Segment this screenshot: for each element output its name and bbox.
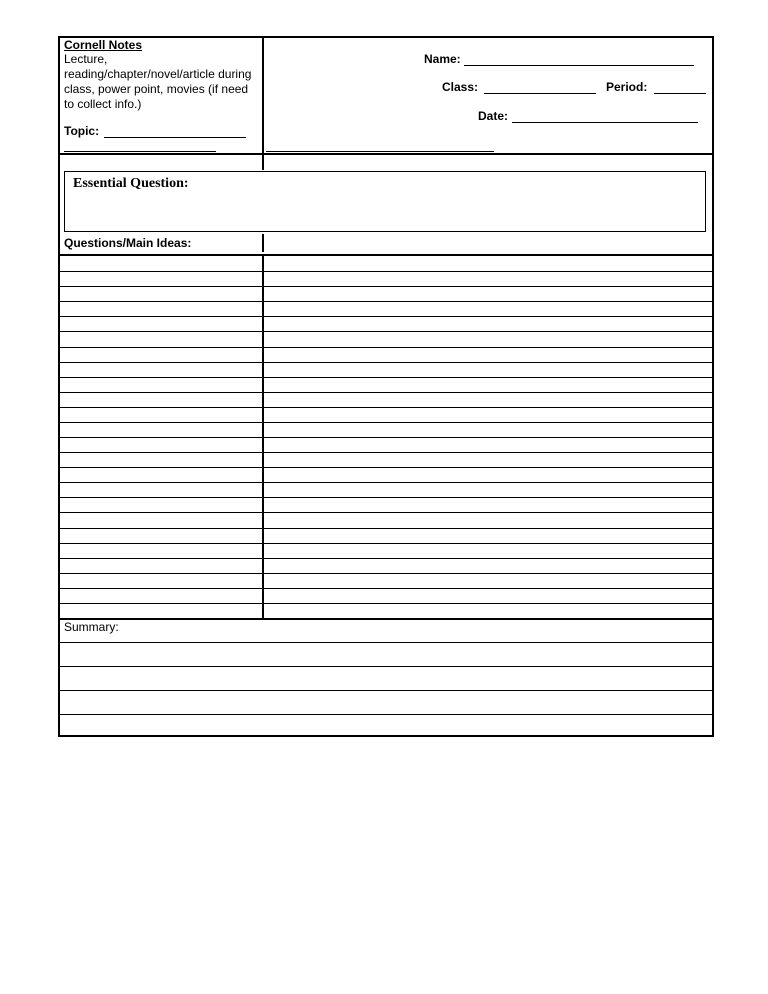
note-row-line: [60, 422, 712, 423]
summary-line: [60, 666, 712, 667]
note-row-line: [60, 573, 712, 574]
note-row-line: [60, 362, 712, 363]
questions-main-ideas-label: Questions/Main Ideas:: [64, 236, 192, 250]
date-label: Date:: [478, 109, 509, 123]
essential-question-box[interactable]: [64, 171, 706, 232]
note-row-line: [60, 512, 712, 513]
sheet-title: Cornell Notes: [64, 38, 143, 52]
summary-line: [60, 642, 712, 643]
topic-label: Topic:: [64, 124, 100, 138]
cornell-notes-sheet: [58, 36, 714, 737]
note-row-line: [60, 437, 712, 438]
note-row-line: [60, 497, 712, 498]
note-row-line: [60, 301, 712, 302]
topic-field[interactable]: [104, 137, 246, 138]
header-underline: [266, 151, 494, 152]
note-row-line: [60, 316, 712, 317]
note-row-line: [60, 452, 712, 453]
note-row-line: [60, 588, 712, 589]
name-label: Name:: [424, 52, 461, 66]
note-row-line: [60, 407, 712, 408]
note-row-line: [60, 377, 712, 378]
class-field[interactable]: [484, 93, 596, 94]
class-label: Class:: [442, 80, 479, 94]
note-row-line: [60, 286, 712, 287]
summary-line: [60, 714, 712, 715]
note-row-line: [60, 392, 712, 393]
note-row-line: [60, 482, 712, 483]
questions-column-header: [60, 234, 264, 252]
period-label: Period:: [606, 80, 648, 94]
name-field[interactable]: [464, 65, 694, 66]
essential-question-label: Essential Question:: [73, 176, 189, 191]
summary-label: Summary:: [64, 620, 119, 634]
note-row-line: [60, 528, 712, 529]
note-row-line: [60, 543, 712, 544]
period-field[interactable]: [654, 93, 706, 94]
date-field[interactable]: [512, 122, 698, 123]
header-left-panel: [60, 38, 264, 154]
note-row-line: [60, 331, 712, 332]
note-row-line: [60, 558, 712, 559]
summary-line: [60, 690, 712, 691]
note-row-line: [60, 271, 712, 272]
note-row-line: [60, 347, 712, 348]
sheet-description: Lecture, reading/chapter/novel/article during class, power point, movies (if need to collect info.): [64, 52, 252, 111]
notes-area[interactable]: [60, 256, 712, 618]
note-row-line: [60, 467, 712, 468]
gap-left-cell: [60, 155, 264, 170]
summary-area[interactable]: [60, 620, 712, 737]
topic-field-line-2[interactable]: [64, 151, 216, 152]
note-row-line: [60, 603, 712, 604]
